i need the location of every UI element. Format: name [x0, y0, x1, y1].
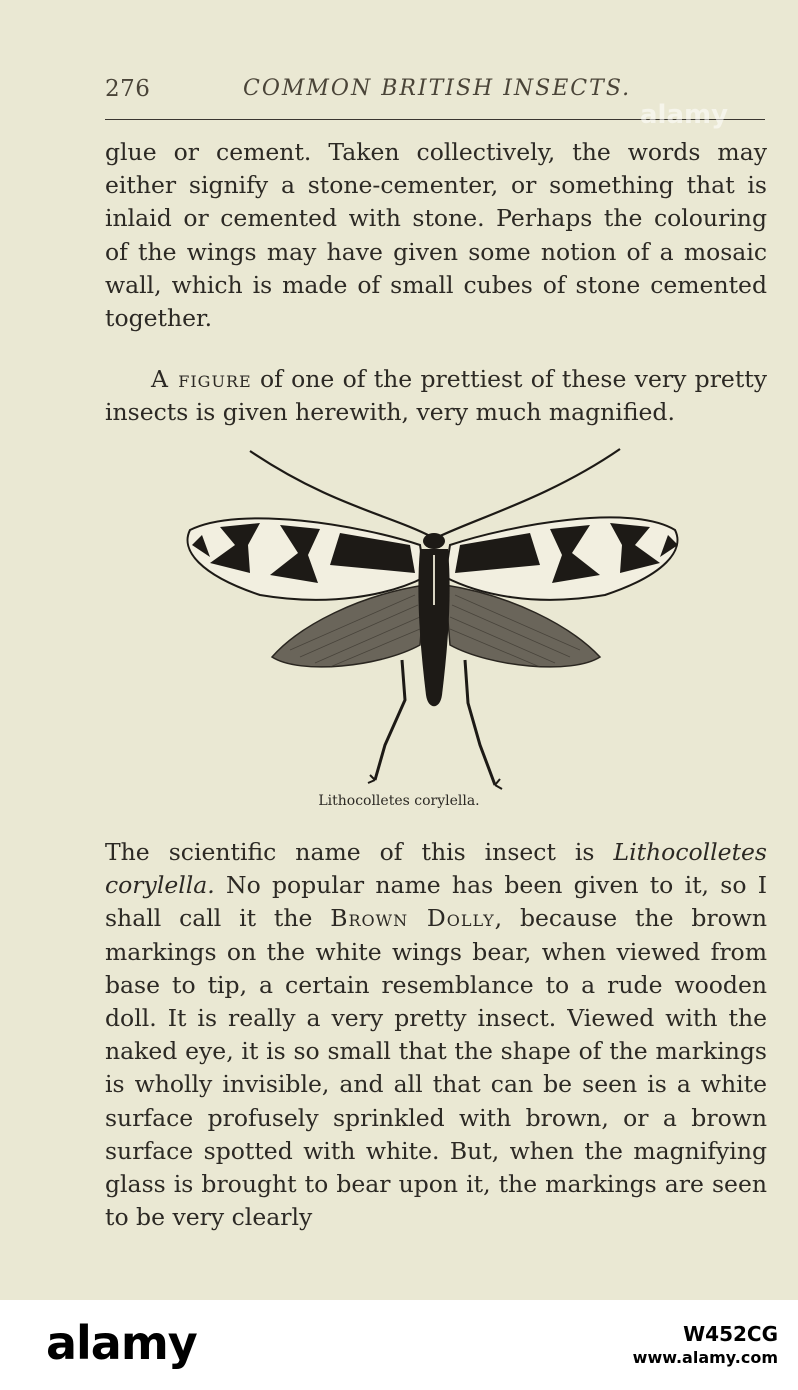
- popular-name: Brown Dolly: [330, 904, 495, 933]
- moth-head: [423, 533, 445, 549]
- paragraph-1: glue or cement. Taken collectively, the words may either signify a stone-cementer, or something that is inlaid or cemented with stone. Perhaps the colouring of the wings may have given some notion of a mosaic wall, which is made of small cubes of stone cemented together.: [105, 138, 767, 333]
- page-number: 276: [105, 76, 151, 102]
- species-name: Lithocolletes corylella.: [105, 838, 767, 900]
- para2-text: of one of the prettiest of these very pretty insects is given herewith, very much magnified.: [105, 365, 768, 427]
- site-url: www.alamy.com: [632, 1348, 778, 1367]
- paragraph-3: [105, 836, 767, 1234]
- left-leg: [375, 660, 405, 780]
- figure-caption: Lithocolletes corylella.: [318, 793, 480, 809]
- moth-illustration: [180, 445, 685, 795]
- para3-middle: No popular name has been given to it, so I shall call it the: [105, 871, 767, 933]
- watermark-overlay: alamy: [640, 100, 729, 130]
- para3-rest: , because the brown markings on the white wings bear, when viewed from base to tip, a certain resemblance to a rude wooden doll. It is really a very pretty insect. Viewed with the naked eye, it is so small that the shape of the markings is wholly invisible, and all that can be seen is a white surface profusely sprinkled with brown, or a brown surface spotted with white. But, when the magnifying glass is brought to bear upon it, the markings are seen to be very clearly: [105, 904, 767, 1232]
- running-head: COMMON BRITISH INSECTS.: [243, 76, 632, 101]
- alamy-logo: alamy: [46, 1316, 197, 1370]
- paragraph-2: [105, 363, 767, 429]
- para3-intro: The scientific name of this insect is: [105, 838, 614, 866]
- right-leg: [465, 660, 495, 785]
- para2-lead: A figure: [151, 365, 252, 393]
- image-id: W452CG: [683, 1322, 778, 1346]
